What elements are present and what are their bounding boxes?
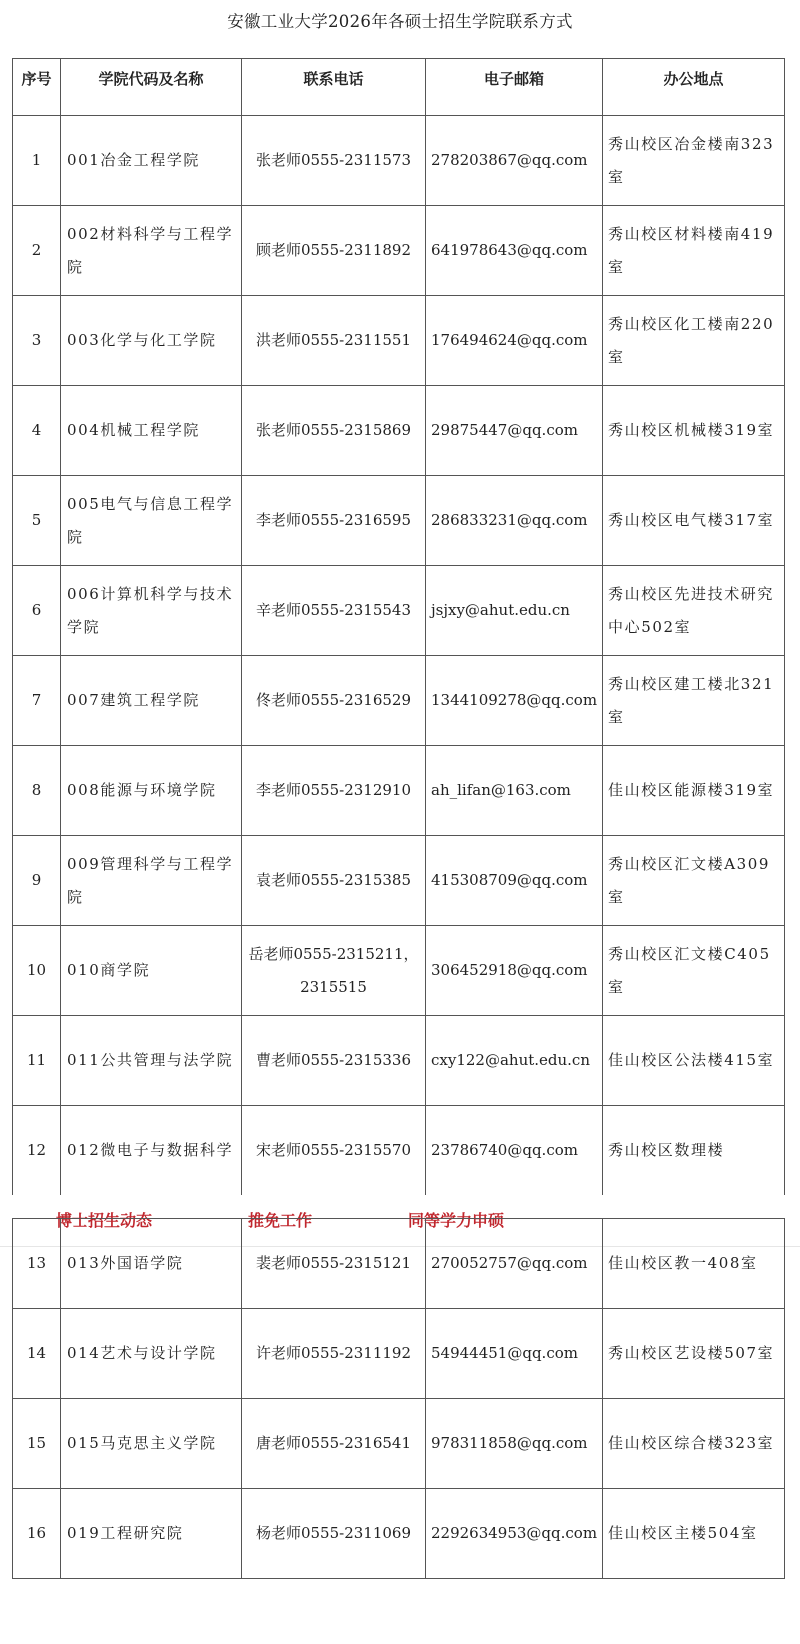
header-college: 学院代码及名称: [61, 59, 242, 116]
office-location: 秀山校区先进技术研究中心502室: [603, 566, 785, 656]
header-no: 序号: [13, 59, 61, 116]
contact-phone: 李老师0555-2316595: [242, 476, 426, 566]
college-name: 002材料科学与工程学院: [61, 206, 242, 296]
row-number: 12: [13, 1106, 61, 1196]
contact-phone: 曹老师0555-2315336: [242, 1016, 426, 1106]
table-row: [13, 1106, 785, 1196]
contact-phone: 洪老师0555-2311551: [242, 296, 426, 386]
table-row: [13, 926, 785, 1016]
table-row: [13, 1309, 785, 1399]
college-name: 005电气与信息工程学院: [61, 476, 242, 566]
table-row: [13, 116, 785, 206]
header-email: 电子邮箱: [426, 59, 603, 116]
college-name: 019工程研究院: [61, 1489, 242, 1579]
office-location: 佳山校区教一408室: [603, 1219, 785, 1309]
college-name: 004机械工程学院: [61, 386, 242, 476]
tab-doctoral-admissions[interactable]: 博士招生动态: [56, 1211, 153, 1230]
college-name: 014艺术与设计学院: [61, 1309, 242, 1399]
college-name: 007建筑工程学院: [61, 656, 242, 746]
office-location: 秀山校区冶金楼南323室: [603, 116, 785, 206]
contact-email: 286833231@qq.com: [426, 476, 603, 566]
table-row: [13, 296, 785, 386]
contact-email: 176494624@qq.com: [426, 296, 603, 386]
table-row: [13, 1016, 785, 1106]
contact-phone: 许老师0555-2311192: [242, 1309, 426, 1399]
table-row: [13, 1219, 785, 1309]
contact-phone: 佟老师0555-2316529: [242, 656, 426, 746]
contact-phone: 袁老师0555-2315385: [242, 836, 426, 926]
contact-phone: 岳老师0555-2315211，2315515: [242, 926, 426, 1016]
college-name: 012微电子与数据科学: [61, 1106, 242, 1196]
row-number: 10: [13, 926, 61, 1016]
contact-phone: 张老师0555-2315869: [242, 386, 426, 476]
office-location: 秀山校区建工楼北321室: [603, 656, 785, 746]
college-name: 013外国语学院: [61, 1219, 242, 1309]
college-name: 009管理科学与工程学院: [61, 836, 242, 926]
row-number: 9: [13, 836, 61, 926]
contact-email: 270052757@qq.com: [426, 1219, 603, 1309]
table-row: [13, 566, 785, 656]
header-phone: 联系电话: [242, 59, 426, 116]
contact-email: 306452918@qq.com: [426, 926, 603, 1016]
contact-phone: 裴老师0555-2315121: [242, 1219, 426, 1309]
contact-table: [12, 58, 785, 1195]
tab-recommended-exemption[interactable]: 推免工作: [248, 1211, 313, 1230]
contact-phone: 宋老师0555-2315570: [242, 1106, 426, 1196]
row-number: 7: [13, 656, 61, 746]
contact-phone: 唐老师0555-2316541: [242, 1399, 426, 1489]
row-number: 8: [13, 746, 61, 836]
contact-phone: 李老师0555-2312910: [242, 746, 426, 836]
contact-email: 1344109278@qq.com: [426, 656, 603, 746]
office-location: 秀山校区机械楼319室: [603, 386, 785, 476]
college-name: 011公共管理与法学院: [61, 1016, 242, 1106]
table-row: [13, 656, 785, 746]
table-row: [13, 1399, 785, 1489]
table-header-row: [13, 59, 785, 116]
row-number: 6: [13, 566, 61, 656]
college-name: 001冶金工程学院: [61, 116, 242, 206]
office-location: 佳山校区能源楼319室: [603, 746, 785, 836]
row-number: 16: [13, 1489, 61, 1579]
row-number: 4: [13, 386, 61, 476]
college-name: 003化学与化工学院: [61, 296, 242, 386]
row-number: 3: [13, 296, 61, 386]
office-location: 佳山校区公法楼415室: [603, 1016, 785, 1106]
contact-email: cxy122@ahut.edu.cn: [426, 1016, 603, 1106]
contact-phone: 辛老师0555-2315543: [242, 566, 426, 656]
row-number: 15: [13, 1399, 61, 1489]
contact-phone: 杨老师0555-2311069: [242, 1489, 426, 1579]
table-row: [13, 386, 785, 476]
college-name: 015马克思主义学院: [61, 1399, 242, 1489]
contact-email: 23786740@qq.com: [426, 1106, 603, 1196]
contact-email: 978311858@qq.com: [426, 1399, 603, 1489]
contact-phone: 张老师0555-2311573: [242, 116, 426, 206]
college-name: 010商学院: [61, 926, 242, 1016]
college-name: 006计算机科学与技术学院: [61, 566, 242, 656]
table-row: [13, 206, 785, 296]
table-row: [13, 836, 785, 926]
office-location: 秀山校区汇文楼C405室: [603, 926, 785, 1016]
contact-email: 2292634953@qq.com: [426, 1489, 603, 1579]
contact-phone: 顾老师0555-2311892: [242, 206, 426, 296]
contact-email: 278203867@qq.com: [426, 116, 603, 206]
contact-email: 641978643@qq.com: [426, 206, 603, 296]
row-number: 11: [13, 1016, 61, 1106]
row-number: 2: [13, 206, 61, 296]
contact-email: 29875447@qq.com: [426, 386, 603, 476]
header-office: 办公地点: [603, 59, 785, 116]
contact-table-continued: [12, 1218, 785, 1579]
office-location: 佳山校区主楼504室: [603, 1489, 785, 1579]
office-location: 秀山校区材料楼南419室: [603, 206, 785, 296]
row-number: 1: [13, 116, 61, 206]
row-number: 14: [13, 1309, 61, 1399]
office-location: 秀山校区汇文楼A309室: [603, 836, 785, 926]
office-location: 秀山校区化工楼南220室: [603, 296, 785, 386]
page-title: 安徽工业大学2026年各硕士招生学院联系方式: [227, 12, 573, 31]
office-location: 秀山校区数理楼: [603, 1106, 785, 1196]
tab-equivalent-degree[interactable]: 同等学力申硕: [408, 1211, 505, 1230]
office-location: 秀山校区艺设楼507室: [603, 1309, 785, 1399]
office-location: 秀山校区电气楼317室: [603, 476, 785, 566]
contact-email: 415308709@qq.com: [426, 836, 603, 926]
table-row: [13, 746, 785, 836]
office-location: 佳山校区综合楼323室: [603, 1399, 785, 1489]
contact-email: ah_lifan@163.com: [426, 746, 603, 836]
college-name: 008能源与环境学院: [61, 746, 242, 836]
row-number: 13: [13, 1219, 61, 1309]
table-row: [13, 1489, 785, 1579]
row-number: 5: [13, 476, 61, 566]
table-row: [13, 476, 785, 566]
contact-email: 54944451@qq.com: [426, 1309, 603, 1399]
contact-email: jsjxy@ahut.edu.cn: [426, 566, 603, 656]
